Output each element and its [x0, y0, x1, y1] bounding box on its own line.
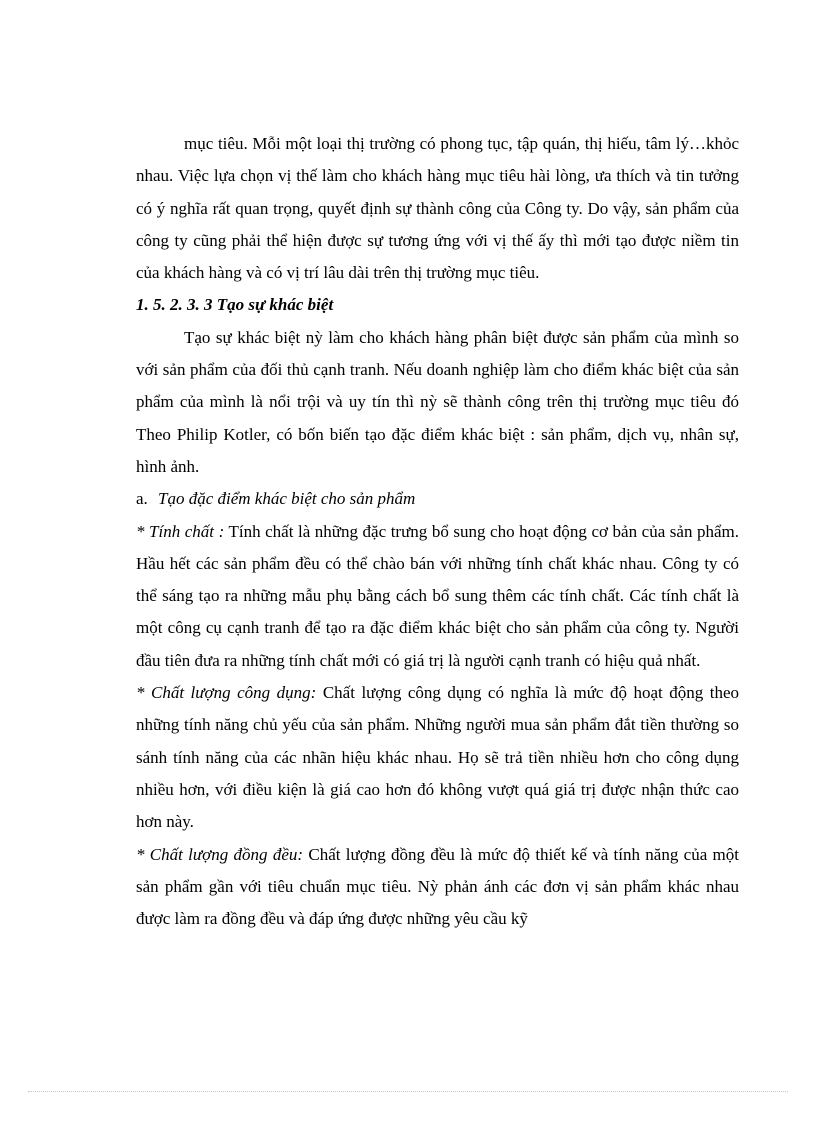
list-marker: a. [136, 489, 148, 509]
list-item-a [136, 483, 739, 515]
page-bottom-divider [28, 1091, 788, 1092]
paragraph-intro: mục tiêu. Mỗi một loại thị trường có phong tục, tập quán, thị hiếu, tâm lý…khỏc nhau. Việc lựa chọn vị thế làm cho khách hàng mục tiêu hài lòng, ưa thích và tin tưởng có ý nghĩa rất quan trọng, quyết định sự thành công của Công ty. Do vậy, sản phẩm của công ty cũng phải thể hiện được sự tương ứng với vị thế ấy thì mới tạo được niềm tin của khách hàng và có vị trí lâu dài trên thị trường mục tiêu. [136, 134, 739, 283]
paragraph-conformance-quality [136, 839, 739, 936]
text-features: Tính chất là những đặc trưng bổ sung cho hoạt động cơ bản của sản phẩm. Hầu hết các sản phẩm đều có thể chào bán với những tính chất khác nhau. Công ty có thể sáng tạo ra những mẫu phụ bằng cách bổ sung thêm các tính chất. Các tính chất là một công cụ cạnh tranh để tạo ra đặc điểm khác biệt cho sản phẩm của công ty. Người đầu tiên đưa ra những tính chất mới có giá trị là người cạnh tranh có hiệu quả nhất. [136, 521, 740, 670]
text-performance-quality: Chất lượng công dụng có nghĩa là mức độ hoạt động theo những tính năng chủ yếu của sản phẩm. Những người mua sản phẩm đắt tiền thường so sánh tính năng của các nhãn hiệu khác nhau. Họ sẽ trả tiền nhiều hơn cho công dụng nhiều hơn, với điều kiện là giá cao hơn đó không vượt quá giá trị được nhận thức cao hơn này. [136, 683, 740, 832]
paragraph-differentiation: Tạo sự khác biệt nỳ làm cho khách hàng phân biệt được sản phẩm của mình so với sản phẩm của đối thủ cạnh tranh. Nếu doanh nghiệp làm cho điểm khác biệt của sản phẩm của mình là nổi trội và uy tín thì nỳ sẽ thành công trên thị trường mục tiêu đó Theo Philip Kotler, có bốn biến tạo đặc điểm khác biệt : sản phẩm, dịch vụ, nhân sự, hình ảnh. [136, 327, 739, 476]
text-conformance-quality: Chất lượng đồng đều là mức độ thiết kế và tính năng của một sản phẩm gần với tiêu chuẩn mục tiêu. Nỳ phản ánh các đơn vị sản phẩm khác nhau được làm ra đồng đều và đáp ứng được những yêu cầu kỹ [136, 844, 739, 929]
term-conformance-quality: * Chất lượng đồng đều: [136, 844, 304, 864]
document-page [136, 128, 739, 935]
term-features: * Tính chất : [136, 521, 225, 541]
list-item-title: Tạo đặc điểm khác biệt cho sản phẩm [158, 489, 416, 509]
paragraph-features [136, 516, 739, 677]
section-heading: 1. 5. 2. 3. 3 Tạo sự khác biệt [136, 295, 334, 315]
paragraph-performance-quality [136, 677, 739, 838]
term-performance-quality: * Chất lượng công dụng: [136, 683, 317, 703]
